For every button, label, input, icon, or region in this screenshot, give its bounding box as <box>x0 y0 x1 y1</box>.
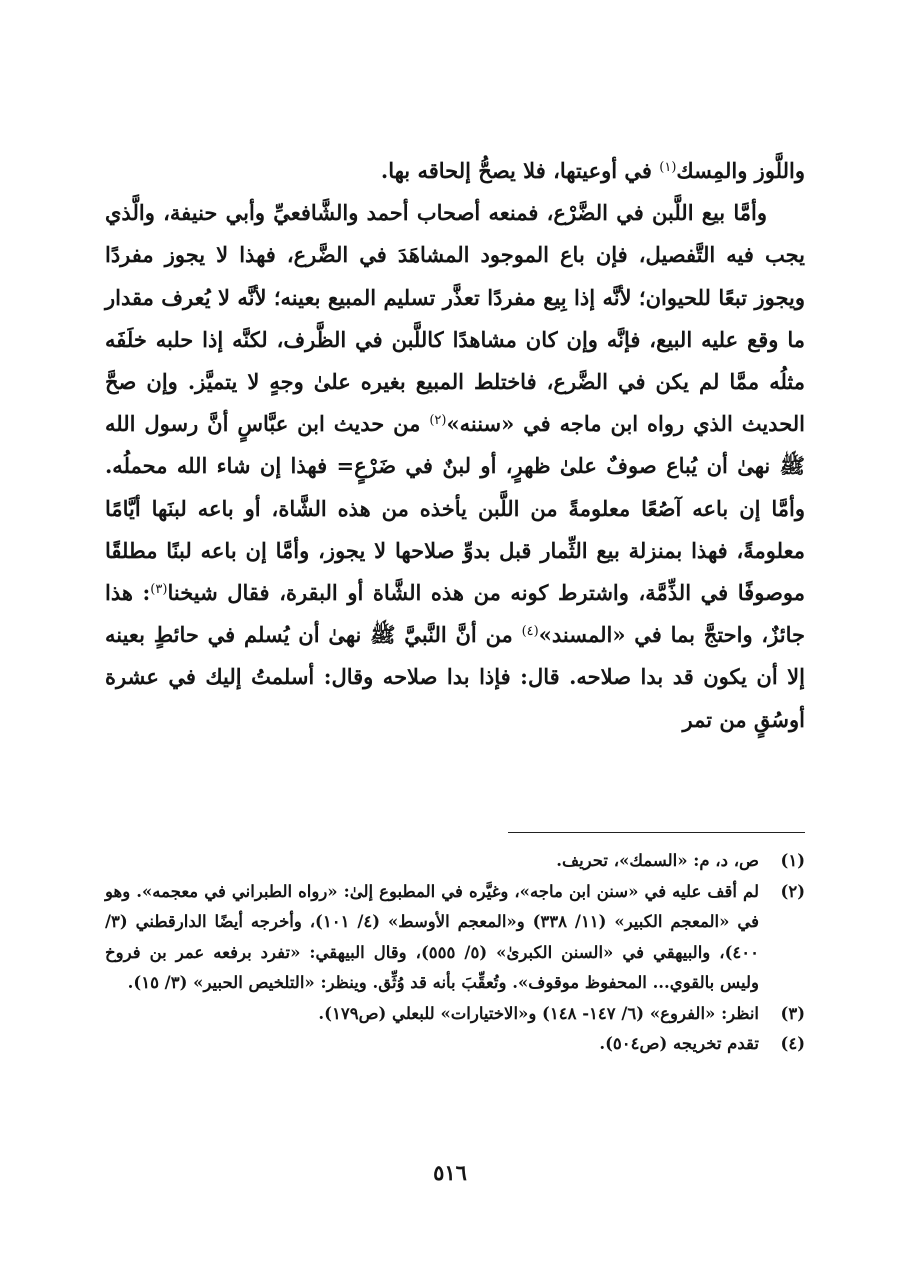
footnote-number: (٤) <box>780 1034 805 1053</box>
opening-text-end: في أوعيتها، فلا يصحُّ إلحاقه بها. <box>380 158 660 183</box>
paragraph-segment-2: من حديث ابن عبَّاسٍ أنَّ رسول الله ﷺ نهىٰ أن يُباع صوفٌ علىٰ ظهرٍ، أو لبنٌ في ضَرْعٍ= فهذا إن شاء الله محملُه. وأمَّا إن باعه آصُعًا معلومةً من اللَّبن يأخذه من هذه الشَّاة، أو باعه لبنَها أيَّامًا معلومةً، فهذا بمنزلة بيع الثِّمار قبل بدوِّ صلاحها لا يجوز، وأمَّا إن باعه لبنًا مطلقًا موصوفًا في الذِّمَّة، واشترط كونه من هذه الشَّاة أو البقرة، فقال شيخنا <box>105 411 805 606</box>
footnote-1 <box>105 846 805 877</box>
footnote-3 <box>105 999 805 1030</box>
page-number: ٥١٦ <box>433 1160 467 1185</box>
footnote-4 <box>105 1029 805 1060</box>
footnote-text: انظر: «الفروع» (٦/ ١٤٧- ١٤٨) و«الاختيارات» للبعلي (ص١٧٩). <box>318 1003 759 1023</box>
footnote-text: تقدم تخريجه (ص٥٠٤). <box>599 1034 759 1053</box>
paragraph-segment-4: من أنَّ النَّبيَّ ﷺ نهىٰ أن يُسلم في حائطٍ بعينه إلا أن يكون قد بدا صلاحه. قال: فإذا بدا صلاحه وقال: أسلمتُ إليك في عشرة أوسُقٍ من تمر <box>105 622 805 732</box>
paragraph-segment-3: : هذا جائزٌ، واحتجَّ بما في «المسند» <box>105 580 806 648</box>
footnote-reference-3[interactable]: (٣) <box>150 581 168 597</box>
footnote-reference-2[interactable]: (٢) <box>429 413 447 429</box>
footnote-text: ص، د، م: «السمك»، تحريف. <box>556 851 759 870</box>
footnote-text: لم أقف عليه في «سنن ابن ماجه»، وغيَّره في المطبوع إلىٰ: «رواه الطبراني في معجمه». وهو في «المعجم الكبير» (١١/ ٣٣٨) و«المعجم الأوسط» (٤/ ١٠١)، وأخرجه أيضًا الدارقطني (٣/ ٤٠٠)، والبيهقي في «السنن الكبرىٰ» (٥/ ٥٥٥)، وقال البيهقي: «تفرد برفعه عمر بن فروخ وليس بالقوي... المحفوظ موقوف». وتُعقِّبَ بأنه قد وُثِّق. وينظر: «التلخيص الحبير» (٣/ ١٥). <box>105 881 759 992</box>
footnotes-section <box>105 846 805 1060</box>
main-text <box>105 150 805 741</box>
opening-text-start: واللَّوز والمِسك <box>676 158 805 183</box>
footnote-reference-1[interactable]: (١) <box>659 159 677 175</box>
footnote-2 <box>105 877 805 999</box>
footnote-number: (١) <box>780 851 805 870</box>
opening-line <box>105 150 805 192</box>
footnote-reference-4[interactable]: (٤) <box>521 624 539 640</box>
main-paragraph <box>105 192 805 741</box>
paragraph-segment-1: وأمَّا بيع اللَّبن في الضَّرْع، فمنعه أصحاب أحمد والشَّافعيِّ وأبي حنيفة، والَّذي يجب فيه التَّفصيل، فإن باع الموجود المشاهَدَ في الضَّرع، فهذا لا يجوز مفردًا ويجوز تبعًا للحيوان؛ لأنَّه إذا بِيع مفردًا تعذَّر تسليم المبيع بعينه؛ لأنَّه لا يُعرف مقدار ما وقع عليه البيع، فإنَّه وإن كان مشاهدًا كاللَّبن في الظَّرف، لكنَّه إذا حلبه خلَفَه مثلُه ممَّا لم يكن في الضَّرع، فاختلط المبيع بغيره علىٰ وجهٍ لا يتميَّز. وإن صحَّ الحديث الذي رواه ابن ماجه في «سننه» <box>105 200 805 437</box>
footnote-separator <box>508 832 805 833</box>
footnote-number: (٣) <box>780 1003 805 1023</box>
footnote-number: (٢) <box>780 881 805 901</box>
